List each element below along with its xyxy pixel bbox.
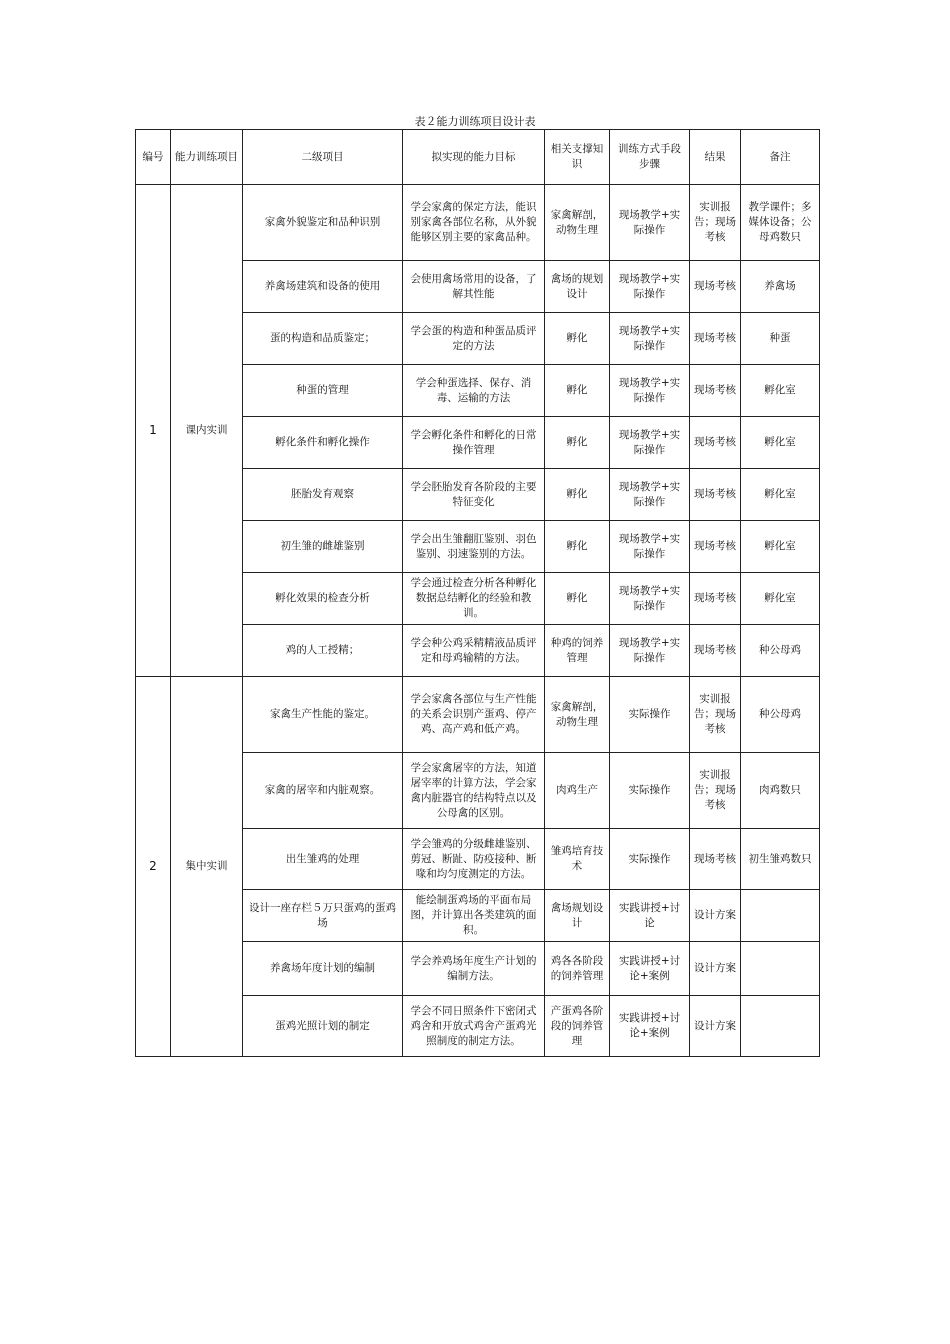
- cell-goal: 能绘制蛋鸡场的平面布局图，并计算出各类建筑的面积。: [403, 890, 545, 942]
- cell-result: 现场考核: [690, 417, 741, 469]
- cell-goal: 学会胚胎发育各阶段的主要特征变化: [403, 469, 545, 521]
- cell-method: 实践讲授+讨论+案例: [610, 996, 690, 1057]
- cell-result: 现场考核: [690, 365, 741, 417]
- cell-knowledge: 孵化: [545, 313, 610, 365]
- group-number: 1: [136, 185, 171, 677]
- cell-method: 现场教学+实际操作: [610, 365, 690, 417]
- cell-note: 初生雏鸡数只: [741, 829, 820, 890]
- cell-goal: 学会家禽屠宰的方法，知道屠宰率的计算方法，学会家禽内脏器官的结构特点以及公母禽的区别。: [403, 753, 545, 829]
- cell-result: 现场考核: [690, 469, 741, 521]
- cell-result: 现场考核: [690, 521, 741, 573]
- group-number: 2: [136, 677, 171, 1057]
- cell-subproject: 胚胎发育观察: [243, 469, 403, 521]
- cell-knowledge: 禽场规划设计: [545, 890, 610, 942]
- cell-result: 现场考核: [690, 625, 741, 677]
- cell-result: 现场考核: [690, 261, 741, 313]
- cell-note: 肉鸡数只: [741, 753, 820, 829]
- header-result: 结果: [690, 130, 741, 185]
- cell-goal: 学会蛋的构造和种蛋品质评定的方法: [403, 313, 545, 365]
- cell-note: 孵化室: [741, 417, 820, 469]
- cell-knowledge: 孵化: [545, 573, 610, 625]
- cell-subproject: 养禽场建筑和设备的使用: [243, 261, 403, 313]
- cell-method: 实践讲授+讨论+案例: [610, 942, 690, 996]
- group-project: 集中实训: [171, 677, 243, 1057]
- cell-knowledge: 孵化: [545, 469, 610, 521]
- cell-method: 现场教学+实际操作: [610, 313, 690, 365]
- cell-goal: 学会养鸡场年度生产计划的编制方法。: [403, 942, 545, 996]
- header-project: 能力训练项目: [171, 130, 243, 185]
- training-design-table: [135, 129, 820, 1057]
- cell-method: 实际操作: [610, 753, 690, 829]
- header-number: 编号: [136, 130, 171, 185]
- cell-subproject: 蛋鸡光照计划的制定: [243, 996, 403, 1057]
- cell-result: 实训报告；现场考核: [690, 677, 741, 753]
- cell-subproject: 种蛋的管理: [243, 365, 403, 417]
- table-caption: 表２能力训练项目设计表: [414, 115, 536, 128]
- cell-note: 种公母鸡: [741, 677, 820, 753]
- cell-subproject: 初生雏的雌雄鉴别: [243, 521, 403, 573]
- cell-result: 现场考核: [690, 573, 741, 625]
- cell-note: 教学课件；多媒体设备；公母鸡数只: [741, 185, 820, 261]
- cell-result: 现场考核: [690, 313, 741, 365]
- cell-knowledge: 种鸡的饲养管理: [545, 625, 610, 677]
- cell-result: 设计方案: [690, 996, 741, 1057]
- header-goal: 拟实现的能力目标: [403, 130, 545, 185]
- cell-knowledge: 孵化: [545, 521, 610, 573]
- cell-goal: 会使用禽场常用的设备，了解其性能: [403, 261, 545, 313]
- group-project: 课内实训: [171, 185, 243, 677]
- cell-goal: 学会家禽各部位与生产性能的关系会识别产蛋鸡、停产鸡、高产鸡和低产鸡。: [403, 677, 545, 753]
- cell-note: 孵化室: [741, 469, 820, 521]
- header-note: 备注: [741, 130, 820, 185]
- cell-knowledge: 家禽解剖，动物生理: [545, 677, 610, 753]
- cell-subproject: 出生雏鸡的处理: [243, 829, 403, 890]
- cell-goal: 学会通过检查分析各种孵化数据总结孵化的经验和教训。: [403, 573, 545, 625]
- cell-subproject: 家禽生产性能的鉴定。: [243, 677, 403, 753]
- cell-note: 种蛋: [741, 313, 820, 365]
- cell-result: 设计方案: [690, 942, 741, 996]
- cell-knowledge: 产蛋鸡各阶段的饲养管理: [545, 996, 610, 1057]
- cell-subproject: 鸡的人工授精；: [243, 625, 403, 677]
- cell-subproject: 蛋的构造和品质鉴定；: [243, 313, 403, 365]
- cell-method: 现场教学+实际操作: [610, 417, 690, 469]
- cell-method: 实践讲授+讨论: [610, 890, 690, 942]
- cell-subproject: 孵化条件和孵化操作: [243, 417, 403, 469]
- cell-result: 现场考核: [690, 829, 741, 890]
- cell-knowledge: 雏鸡培育技术: [545, 829, 610, 890]
- cell-method: 实际操作: [610, 677, 690, 753]
- header-subproject: 二级项目: [243, 130, 403, 185]
- cell-goal: 学会不同日照条件下密闭式鸡舍和开放式鸡舍产蛋鸡光照制度的制定方法。: [403, 996, 545, 1057]
- cell-method: 现场教学+实际操作: [610, 261, 690, 313]
- cell-knowledge: 肉鸡生产: [545, 753, 610, 829]
- header-method: 训练方式手段步骤: [610, 130, 690, 185]
- cell-method: 实际操作: [610, 829, 690, 890]
- cell-note: 孵化室: [741, 573, 820, 625]
- cell-goal: 学会种公鸡采精精液品质评定和母鸡输精的方法。: [403, 625, 545, 677]
- cell-note: [741, 942, 820, 996]
- cell-knowledge: 孵化: [545, 417, 610, 469]
- cell-subproject: 孵化效果的检查分析: [243, 573, 403, 625]
- cell-note: 种公母鸡: [741, 625, 820, 677]
- cell-method: 现场教学+实际操作: [610, 521, 690, 573]
- cell-knowledge: 家禽解剖，动物生理: [545, 185, 610, 261]
- cell-subproject: 家禽外貌鉴定和品种识别: [243, 185, 403, 261]
- cell-method: 现场教学+实际操作: [610, 625, 690, 677]
- cell-note: [741, 996, 820, 1057]
- cell-goal: 学会家禽的保定方法，能识别家禽各部位名称，从外貌能够区别主要的家禽品种。: [403, 185, 545, 261]
- cell-subproject: 家禽的屠宰和内脏观察。: [243, 753, 403, 829]
- cell-method: 现场教学+实际操作: [610, 573, 690, 625]
- cell-result: 实训报告；现场考核: [690, 185, 741, 261]
- cell-goal: 学会出生雏翻肛鉴别、羽色鉴别、羽速鉴别的方法。: [403, 521, 545, 573]
- cell-result: 设计方案: [690, 890, 741, 942]
- cell-subproject: 设计一座存栏５万只蛋鸡的蛋鸡场: [243, 890, 403, 942]
- cell-note: 孵化室: [741, 365, 820, 417]
- table-row: [136, 185, 820, 261]
- cell-knowledge: 禽场的规划设计: [545, 261, 610, 313]
- cell-method: 现场教学+实际操作: [610, 185, 690, 261]
- cell-knowledge: 孵化: [545, 365, 610, 417]
- cell-method: 现场教学+实际操作: [610, 469, 690, 521]
- cell-goal: 学会种蛋选择、保存、消毒、运输的方法: [403, 365, 545, 417]
- cell-goal: 学会孵化条件和孵化的日常操作管理: [403, 417, 545, 469]
- cell-subproject: 养禽场年度计划的编制: [243, 942, 403, 996]
- cell-note: [741, 890, 820, 942]
- cell-knowledge: 鸡各各阶段的饲养管理: [545, 942, 610, 996]
- header-knowledge: 相关支撑知识: [545, 130, 610, 185]
- cell-result: 实训报告；现场考核: [690, 753, 741, 829]
- cell-note: 养禽场: [741, 261, 820, 313]
- cell-note: 孵化室: [741, 521, 820, 573]
- table-row: [136, 677, 820, 753]
- cell-goal: 学会雏鸡的分级雌雄鉴别、剪冠、断趾、防疫接种、断喙和均匀度测定的方法。: [403, 829, 545, 890]
